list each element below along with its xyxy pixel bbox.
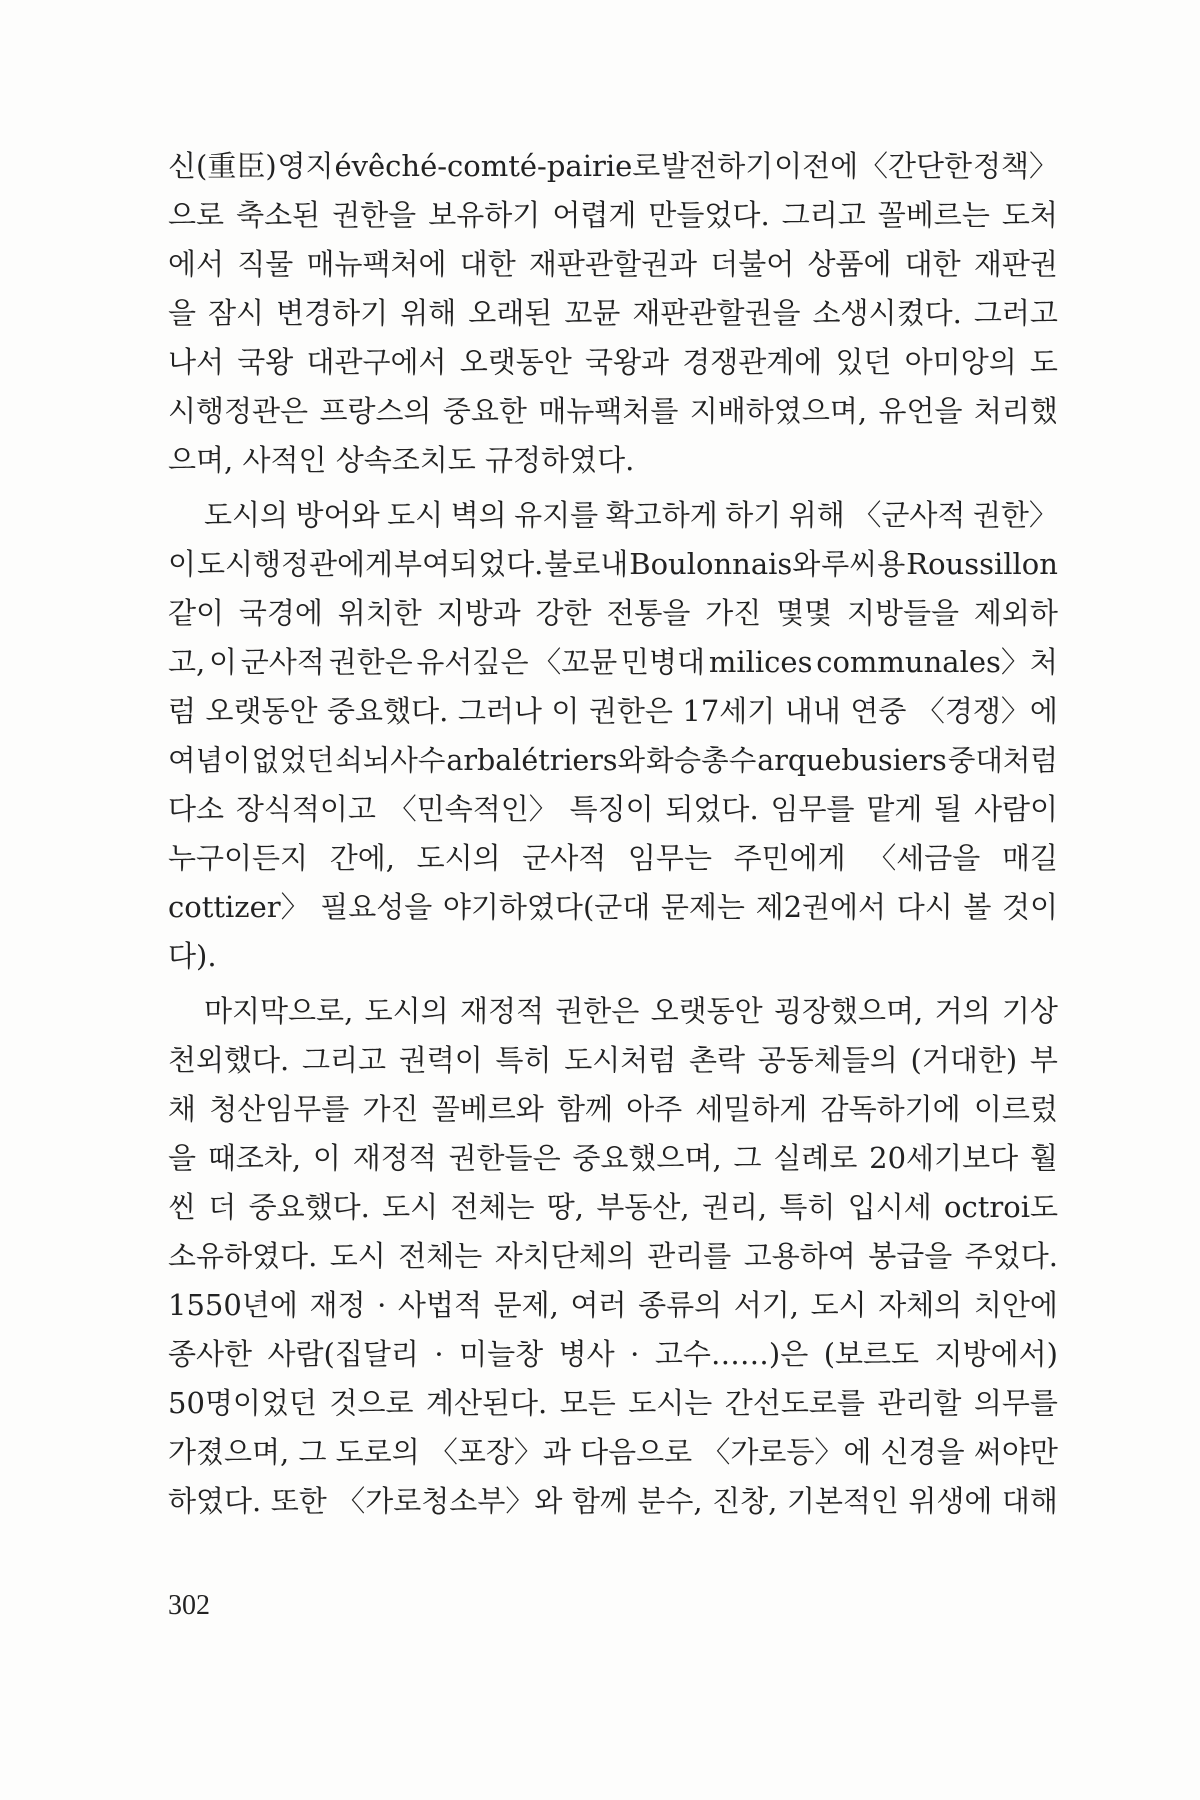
text-line: 같이 국경에 위치한 지방과 강한 전통을 가진 몇몇 지방들을 제외하: [168, 596, 1058, 630]
text-line: 나서 국왕 대관구에서 오랫동안 국왕과 경쟁관계에 있던 아미앙의 도: [168, 345, 1058, 379]
text-line: 을 때조차, 이 재정적 권한들은 중요했으며, 그 실례로 20세기보다 훨: [168, 1141, 1058, 1175]
text-line: 마지막으로, 도시의 재정적 권한은 오랫동안 굉장했으며, 거의 기상: [204, 994, 1058, 1028]
text-line: 도시의 방어와 도시 벽의 유지를 확고하게 하기 위해 〈군사적 권한〉: [204, 498, 1058, 532]
text-line: 50명이었던 것으로 계산된다. 모든 도시는 간선도로를 관리할 의무를: [168, 1386, 1058, 1420]
text-line: cottizer〉 필요성을 야기하였다(군대 문제는 제2권에서 다시 볼 것이: [168, 890, 1058, 924]
text-line: 으로 축소된 권한을 보유하기 어렵게 만들었다. 그리고 꼴베르는 도처: [168, 198, 1058, 232]
text-line: 여념이 없었던 쇠뇌사수 arbalétriers와 화승총수 arquebusiers 중대처럼: [168, 744, 1058, 777]
text-line: 누구이든지 간에, 도시의 군사적 임무는 주민에게 〈세금을 매길: [168, 841, 1058, 875]
text-line: 고, 이 군사적 권한은 유서깊은 〈꼬뮨 민병대 milices communales〉처: [168, 645, 1058, 679]
text-line: 이 도시행정관에게 부여되었다. 불로내 Boulonnais와 루씨용 Roussillon: [168, 547, 1058, 581]
text-line: 다).: [168, 939, 217, 973]
text-line: 1550년에 재정 · 사법적 문제, 여러 종류의 서기, 도시 자체의 치안에: [168, 1288, 1058, 1322]
text-line: 소유하였다. 도시 전체는 자치단체의 관리를 고용하여 봉급을 주었다.: [168, 1239, 1058, 1273]
text-line: 채 청산임무를 가진 꼴베르와 함께 아주 세밀하게 감독하기에 이르렀: [168, 1092, 1058, 1126]
text-line: 시행정관은 프랑스의 중요한 매뉴팩처를 지배하였으며, 유언을 처리했: [168, 394, 1058, 428]
page-number: 302: [168, 1590, 210, 1621]
text-line: 럼 오랫동안 중요했다. 그러나 이 권한은 17세기 내내 연중 〈경쟁〉에: [168, 694, 1058, 728]
text-line: 으며, 사적인 상속조치도 규정하였다.: [168, 443, 635, 477]
text-line: 씬 더 중요했다. 도시 전체는 땅, 부동산, 권리, 특히 입시세 octroi도: [168, 1190, 1058, 1224]
text-line: 종사한 사람(집달리 · 미늘창 병사 · 고수……)은 (보르도 지방에서): [168, 1337, 1058, 1371]
text-line: 에서 직물 매뉴팩처에 대한 재판관할권과 더불어 상품에 대한 재판권: [168, 247, 1058, 281]
text-line: 하였다. 또한 〈가로청소부〉와 함께 분수, 진창, 기본적인 위생에 대해: [168, 1484, 1058, 1518]
text-line: 신(重臣) 영지 évêché-comté-pairie로 발전하기 이전에 〈간단한 정책〉: [168, 149, 1058, 183]
text-line: 을 잠시 변경하기 위해 오래된 꼬뮨 재판관할권을 소생시켰다. 그러고: [168, 296, 1058, 330]
text-line: 천외했다. 그리고 권력이 특히 도시처럼 촌락 공동체들의 (거대한) 부: [168, 1043, 1058, 1077]
text-line: 가졌으며, 그 도로의 〈포장〉과 다음으로 〈가로등〉에 신경을 써야만: [168, 1435, 1058, 1469]
text-line: 다소 장식적이고 〈민속적인〉 특징이 되었다. 임무를 맡게 될 사람이: [168, 792, 1058, 826]
body-text: [168, 142, 1058, 1526]
